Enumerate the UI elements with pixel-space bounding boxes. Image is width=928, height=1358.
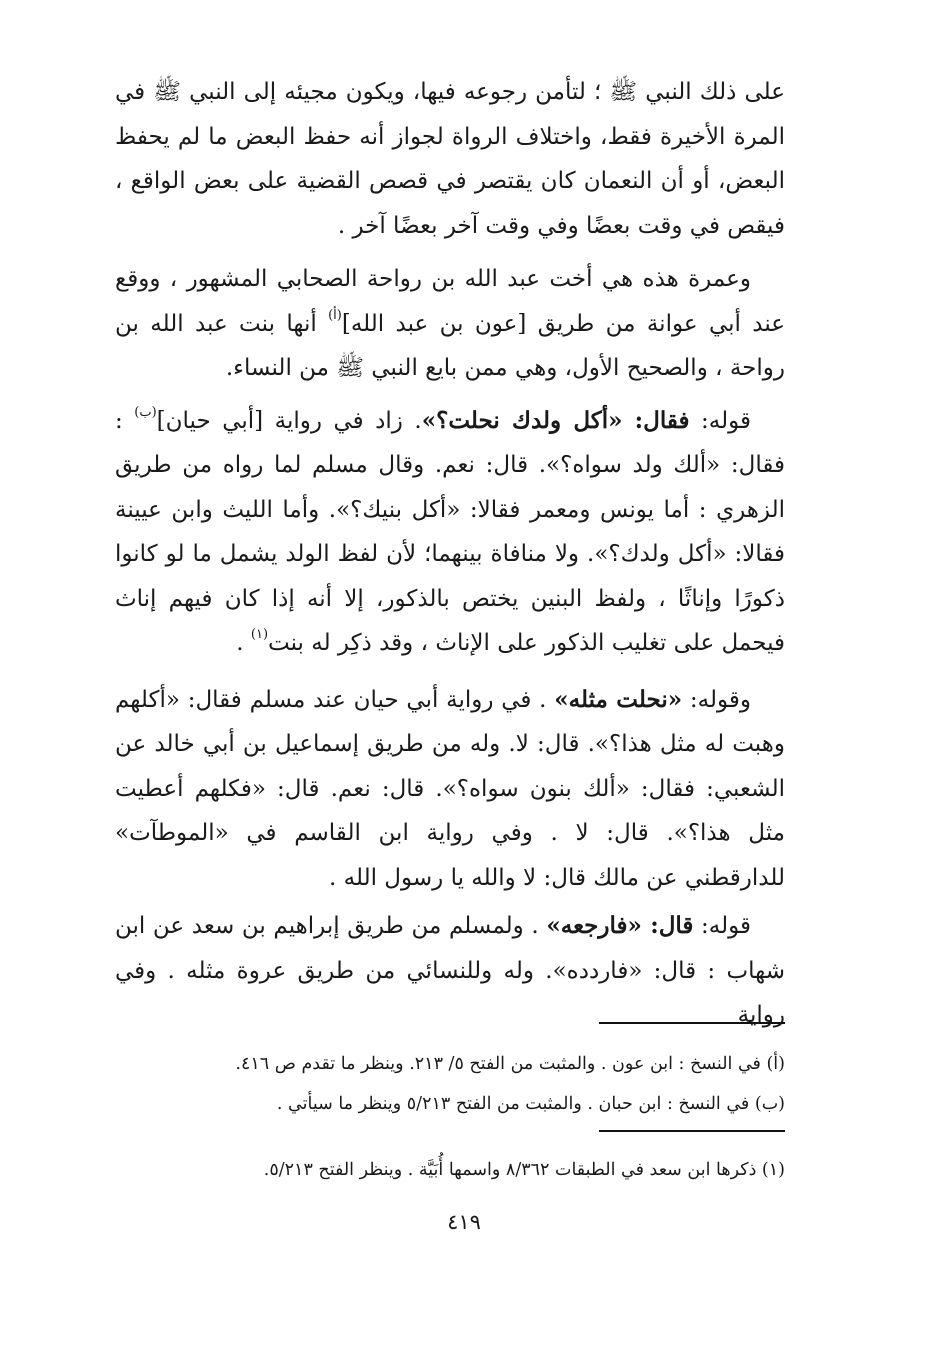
footnote-divider-top	[599, 1022, 785, 1024]
paragraph-4-text-a: . في رواية أبي حيان عند مسلم فقال: «أكلهم وهبت له مثل هذا؟». قال: لا. وله من طريق إسماعيل بن أبي خالد عن الشعبي: فقال: «ألك بنون سواه؟». قال: نعم. قال: «فكلهم أعطيت مثل هذا؟». قال: لا . وفي رواية ابن القاسم في «الموطآت» للدارقطني عن مالك قال: لا والله يا رسول الله .	[115, 686, 785, 891]
footnote-mark-ba: (ب)	[134, 404, 157, 420]
footnote-mark-alef: (أ)	[328, 307, 342, 323]
footnote-1: (١) ذكرها ابن سعد في الطبقات ٨/٣٦٢ واسمها أُبَيَّة . وينظر الفتح ٥/٢١٣.	[263, 1160, 785, 1180]
paragraph-2-text-b: أنها بنت عبد الله بن رواحة ، والصحيح الأول، وهي ممن بايع النبي ﷺ من النساء.	[115, 310, 785, 381]
paragraph-3-quote: فقال: «أكل ولدك نحلت؟»	[421, 406, 690, 434]
paragraph-5-quote: قال: «فارجعه»	[546, 912, 694, 939]
paragraph-3	[115, 399, 785, 666]
paragraph-5	[115, 904, 785, 1038]
page-number: ٤١٩	[447, 1210, 481, 1234]
paragraph-1: على ذلك النبي ﷺ ؛ لتأمن رجوعه فيها، ويكون مجيئه إلى النبي ﷺ في المرة الأخيرة فقط، واختلاف الرواة لجواز أنه حفظ البعض ما لم يحفظ البعض، أو أن النعمان كان يقتصر في قصص القضية على بعض الواقع ، فيقص في وقت بعضًا وفي وقت آخر بعضًا آخر .	[115, 79, 785, 239]
footnote-mark-1: (١)	[250, 627, 269, 643]
footnote-ba: (ب) في النسخ : ابن حبان . والمثبت من الفتح ٥/٢١٣ وينظر ما سيأتي .	[276, 1094, 785, 1114]
paragraph-5-text-a: . ولمسلم من طريق إبراهيم بن سعد عن ابن شهاب : قال: «فاردده». وله وللنسائي من طريق عروة مثله . وفي رواية	[115, 913, 785, 1028]
main-text	[115, 70, 785, 1038]
paragraph-3-text-b: : فقال: «ألك ولد سواه؟». قال: نعم. وقال مسلم لما رواه من طريق الزهري : أما يونس ومعمر فقالا: «أكل بنيك؟». وأما الليث وابن عيينة فقالا: «أكل ولدك؟». ولا منافاة بينهما؛ لأن لفظ الولد يشمل ما لو كانوا ذكورًا وإناثًا ، ولفظ البنين يختص بالذكور، إلا أنه إذا كان فيهم إناث فيحمل على تغليب الذكور على الإناث ، وقد ذكِر له بنت	[115, 407, 785, 656]
paragraph-4-quote: «نحلت مثله»	[554, 685, 683, 713]
footnote-alef: (أ) في النسخ : ابن عون . والمثبت من الفتح ٥/ ٢١٣. وينظر ما تقدم ص ٤١٦.	[235, 1054, 785, 1074]
paragraph-2	[115, 257, 785, 391]
paragraph-4	[115, 678, 785, 901]
paragraph-4-lead: وقوله:	[682, 686, 751, 713]
paragraph-3-text-a: . زاد في رواية [أبي حيان]	[156, 407, 422, 434]
paragraph-3-lead: قوله:	[689, 407, 752, 434]
paragraph-2-text-a: وعمرة هذه هي أخت عبد الله بن رواحة الصحابي المشهور ، ووقع عند أبي عوانة من طريق [عون بن عبد الله]	[115, 266, 785, 337]
footnote-divider-bottom	[599, 1130, 785, 1132]
paragraph-5-lead: قوله:	[693, 913, 752, 939]
paragraph-3-text-c: .	[236, 630, 251, 656]
